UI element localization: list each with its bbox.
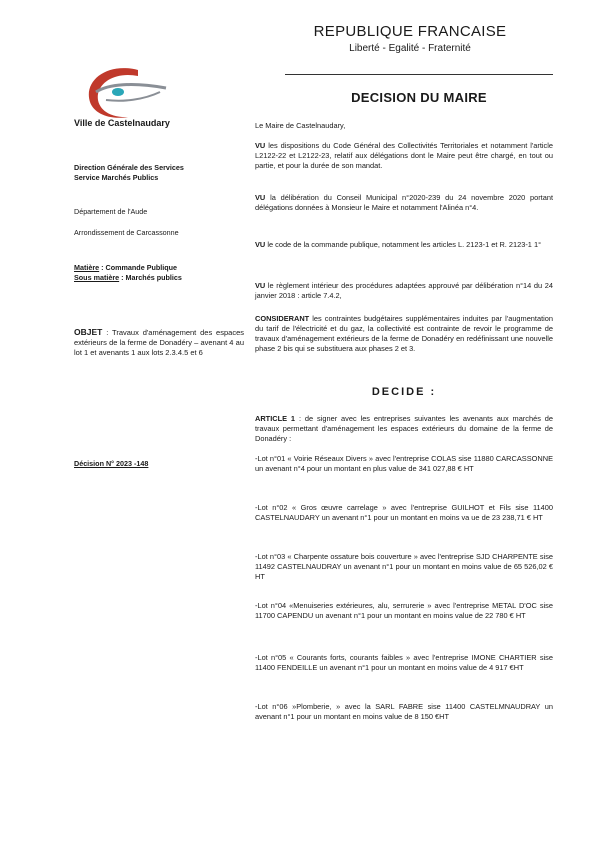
sous-matiere-value: : Marchés publics xyxy=(119,273,182,282)
lot-item-5: -Lot n°05 « Courants forts, courants faibles » avec l'entreprise IMONE CHARTIER sise 11400 FENDEILLE un avenant n°1 pour un montant en moins value de 4 917 €HT xyxy=(255,653,553,672)
departement-label: Département de l'Aude xyxy=(74,207,148,216)
considerant-paragraph xyxy=(255,314,553,354)
vu-label: VU xyxy=(255,141,266,150)
matiere-line xyxy=(74,263,177,273)
matiere-value: : Commande Publique xyxy=(99,263,178,272)
sous-matiere-line xyxy=(74,273,182,283)
article-label: ARTICLE 1 xyxy=(255,414,296,423)
vu-paragraph-3 xyxy=(255,240,553,250)
considerant-label: CONSIDERANT xyxy=(255,314,310,323)
article-text: : de signer avec les entreprises suivantes les avenants aux marchés de travaux permettant d'aménagement les espaces extérieurs du domaine de la ferme de Donadéry : xyxy=(255,414,554,443)
article-1-paragraph xyxy=(255,414,553,444)
vu-label: VU xyxy=(255,193,266,202)
document-title: DECISION DU MAIRE xyxy=(351,90,487,105)
vu-paragraph-1 xyxy=(255,141,553,171)
vu-label: VU xyxy=(255,281,266,290)
sous-matiere-label: Sous matière xyxy=(74,273,120,282)
lot-item-6: -Lot n°06 »Plomberie, » avec la SARL FABRE sise 11400 CASTELMNAUDRAY un avenant n°1 pour un montant en moins value de 8 150 €HT xyxy=(255,702,553,721)
direction-label: Direction Générale des Services xyxy=(74,163,184,172)
vu-text: les dispositions du Code Général des Collectivités Territoriales et notamment l'article L2122-22 et L2122-23, relatif aux délégations dont le Maire peut être chargé, en tout ou partie, et pour la durée de son mandat. xyxy=(255,141,553,170)
republic-heading: REPUBLIQUE FRANCAISE xyxy=(313,23,507,40)
logo-gray-line xyxy=(96,85,166,92)
matiere-label: Matière xyxy=(74,263,100,272)
objet-block xyxy=(74,327,244,358)
arrondissement-label: Arrondissement de Carcassonne xyxy=(74,228,179,237)
service-label: Service Marchés Publics xyxy=(74,173,159,182)
lot-item-1: -Lot n°01 « Voirie Réseaux Divers » avec l'entreprise COLAS sise 11880 CARCASSONNE un avenant n°4 pour un montant en plus value de 341 027,88 € HT xyxy=(255,454,553,473)
lot-item-2: -Lot n°02 « Gros œuvre carrelage » avec l'entreprise GUILHOT et Fils sise 11400 CASTELNAUDARY un avenant n°1 pour un montant en moins va ue de 23 238,71 € HT xyxy=(255,503,553,522)
objet-label: OBJET xyxy=(74,327,103,337)
vu-label: VU xyxy=(255,240,266,249)
intro-paragraph: Le Maire de Castelnaudary, xyxy=(255,121,346,130)
lot-item-3: -Lot n°03 « Charpente ossature bois couverture » avec l'entreprise SJD CHARPENTE sise 11492 CASTELNAUDRAY un avenant n°1 pour un montant en moins value de 65 526,02 € HT xyxy=(255,552,553,581)
objet-text: : Travaux d'aménagement des espaces extérieurs de la ferme de Donadéry – avenant 4 au lot 1 et avenants 1 aux lots 2.3.4.5 et 6 xyxy=(74,328,244,357)
vu-text: la délibération du Conseil Municipal n°2020-239 du 24 novembre 2020 portant délégations données à Monsieur le Maire et notamment l'Alinéa n°4. xyxy=(255,193,553,212)
vu-text: le code de la commande publique, notamment les articles L. 2123-1 et R. 2123-1 1° xyxy=(265,240,542,249)
city-logo-icon xyxy=(78,62,178,122)
logo-teal-dot xyxy=(112,88,124,96)
vu-paragraph-2 xyxy=(255,193,553,213)
vu-paragraph-4 xyxy=(255,281,553,301)
considerant-text: les contraintes budgétaires supplémentaires induites par l'augmentation du tarif de l'électricité et du gaz, la collectivité est contrainte de revoir le programme de travaux d'aménagement extérieurs de la ferme de Donadéry en redéfinissant une nouvelle phase 2 bis qui se substituera aux phases 2 et 3. xyxy=(255,314,553,353)
republic-motto: Liberté - Egalité - Fraternité xyxy=(349,43,471,54)
city-name: Ville de Castelnaudary xyxy=(74,118,170,128)
decide-heading: DECIDE : xyxy=(371,386,437,398)
vu-text: le règlement intérieur des procédures adaptées approuvé par délibération n°14 du 24 janvier 2018 : article 7.4.2, xyxy=(255,281,553,300)
lot-item-4: -Lot n°04 «Menuiseries extérieures, alu, serrurerie » avec l'entreprise METAL D'OC sise 11700 CAPENDU un avenant n°1 pour un montant en moins value de 22 780 € HT xyxy=(255,601,553,620)
header-divider xyxy=(285,74,553,75)
decision-number: Décision N° 2023 -148 xyxy=(74,459,149,468)
